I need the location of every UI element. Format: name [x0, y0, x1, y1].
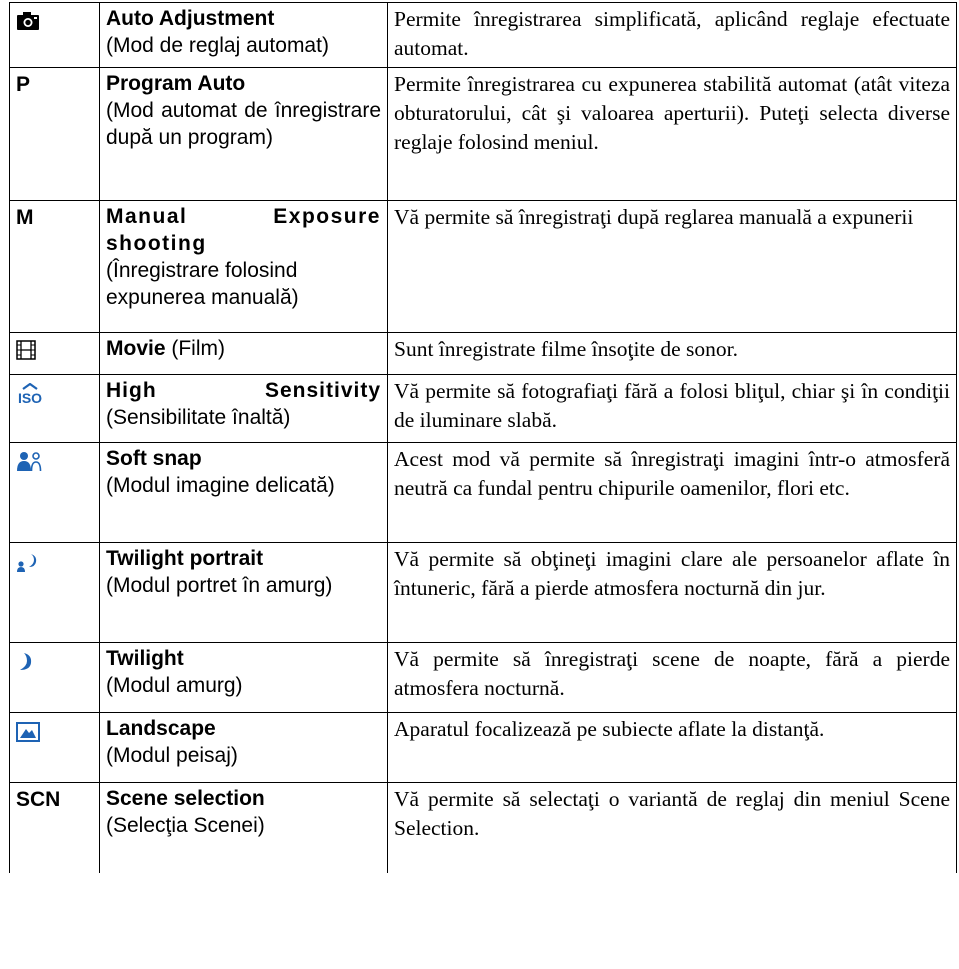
table-row: [10, 713, 957, 783]
mode-subtitle: (Modul portret în amurg): [106, 574, 333, 597]
mode-name-cell: [100, 713, 388, 783]
mode-subtitle: (Înregistrare folosind expunerea manuală): [106, 259, 299, 309]
twilight-portrait-icon: [16, 551, 40, 573]
mode-description: Vă permite să selectaţi o variantă de reglaj din meniul Scene Selection.: [388, 783, 957, 873]
mode-name-cell: [100, 783, 388, 873]
mode-icon-cell: [10, 713, 100, 783]
mode-description: Vă permite să înregistraţi după reglarea manuală a expunerii: [388, 201, 957, 333]
mode-description: Permite înregistrarea simplificată, aplicând reglaje efectuate automat.: [388, 3, 957, 68]
film-icon: [16, 340, 36, 360]
mode-subtitle: (Film): [171, 337, 225, 360]
mode-title: High Sensitivity: [106, 379, 381, 402]
table-row: [10, 783, 957, 873]
mode-subtitle: (Modul peisaj): [106, 744, 238, 767]
mode-subtitle: (Selecţia Scenei): [106, 814, 265, 837]
mode-icon-cell: [10, 3, 100, 68]
mode-title: Twilight: [106, 647, 184, 670]
mode-title: Soft snap: [106, 447, 202, 470]
moon-icon: [16, 651, 36, 673]
mode-symbol: SCN: [10, 783, 100, 873]
high-iso-icon: [16, 383, 44, 405]
mode-description: Vă permite să obţineţi imagini clare ale persoanelor aflate în întuneric, fără a pierde atmosfera nocturnă din jur.: [388, 543, 957, 643]
mode-icon-cell: [10, 543, 100, 643]
table-row: [10, 443, 957, 543]
mode-symbol: M: [10, 201, 100, 333]
mode-subtitle: (Mod de reglaj automat): [106, 34, 329, 57]
mode-icon-cell: [10, 443, 100, 543]
mode-name-cell: [100, 3, 388, 68]
mode-name-cell: [100, 333, 388, 375]
table-row: [10, 543, 957, 643]
mode-name-cell: [100, 68, 388, 201]
mode-title: Program Auto: [106, 72, 246, 95]
mode-description: Acest mod vă permite să înregistraţi imagini într-o atmosferă neutră ca fundal pentru chipurile oamenilor, flori etc.: [388, 443, 957, 543]
table-row: [10, 375, 957, 443]
mode-description: Permite înregistrarea cu expunerea stabilită automat (atât viteza obturatorului, cât şi valoarea aperturii). Puteţi selecta diverse reglaje folosind meniul.: [388, 68, 957, 201]
mode-title: Landscape: [106, 717, 216, 740]
table-row: [10, 643, 957, 713]
mode-title: Twilight portrait: [106, 547, 264, 570]
mode-name-cell: [100, 443, 388, 543]
table-row: [10, 68, 957, 201]
mode-title: Manual Exposure shooting: [106, 205, 381, 255]
svg-text:ISO: ISO: [17, 390, 43, 405]
mode-description: Aparatul focalizează pe subiecte aflate la distanţă.: [388, 713, 957, 783]
mode-description: Vă permite să fotografiaţi fără a folosi bliţul, chiar şi în condiţii de iluminare slabă.: [388, 375, 957, 443]
mode-name-cell: [100, 201, 388, 333]
mode-title: Movie: [106, 337, 166, 360]
table-row: [10, 3, 957, 68]
table-row: [10, 201, 957, 333]
mode-subtitle: (Modul amurg): [106, 674, 243, 697]
table-row: [10, 333, 957, 375]
mode-icon-cell: [10, 333, 100, 375]
mode-icon-cell: [10, 643, 100, 713]
mode-description: Vă permite să înregistraţi scene de noapte, fără a pierde atmosfera nocturnă.: [388, 643, 957, 713]
camera-icon: [16, 11, 40, 31]
mode-description: Sunt înregistrate filme însoţite de sonor.: [388, 333, 957, 375]
mode-name-cell: [100, 543, 388, 643]
mode-subtitle: (Mod automat de înregistrare după un program): [106, 99, 381, 149]
mode-name-cell: [100, 643, 388, 713]
mode-subtitle: (Modul imagine delicată): [106, 474, 335, 497]
shooting-modes-table: [9, 2, 957, 873]
soft-snap-icon: [16, 451, 42, 473]
mode-subtitle: (Sensibilitate înaltă): [106, 406, 291, 429]
mode-icon-cell: [10, 375, 100, 443]
mode-title: Auto Adjustment: [106, 7, 275, 30]
mode-symbol: P: [10, 68, 100, 201]
mode-name-cell: [100, 375, 388, 443]
landscape-icon: [16, 721, 40, 743]
mode-title: Scene selection: [106, 787, 265, 810]
